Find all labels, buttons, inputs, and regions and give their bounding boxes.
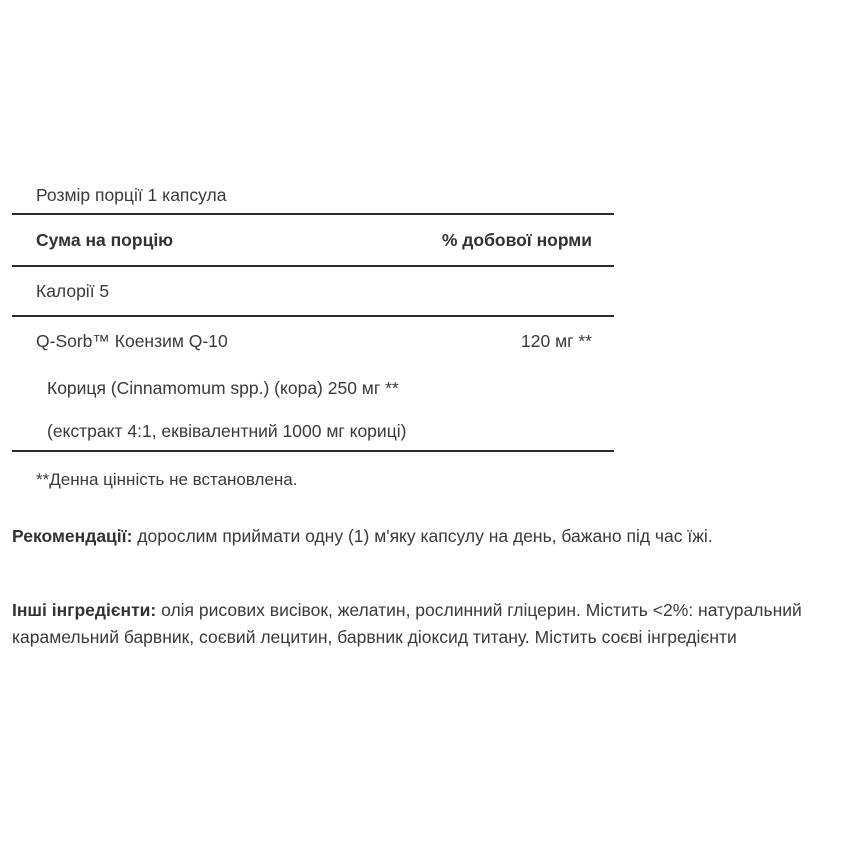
- calories: Калорії 5: [36, 280, 110, 301]
- ingredient-note: (екстракт 4:1, еквівалентний 1000 мг кориці): [47, 421, 407, 441]
- amount-per-serving-header: Сума на порцію: [36, 229, 174, 250]
- serving-size: Розмір порції 1 капсула: [36, 185, 227, 205]
- recommendations-label: Рекомендації:: [12, 526, 133, 546]
- recommendations-paragraph: [12, 523, 842, 550]
- other-ingredients-text: олія рисових висівок, желатин, рослинний гліцерин. Містить <2%: натуральний карамельний барвник, соєвий лецитин, барвник діоксид титану. Містить соєві інгредієнти: [12, 600, 802, 647]
- ingredient-name: Кориця (Cinnamomum spp.) (кора) 250 мг **: [47, 378, 399, 398]
- ingredient-row: [12, 331, 614, 378]
- ingredient-name: Q-Sorb™ Коензим Q-10: [36, 331, 228, 351]
- daily-value-header: % добової норми: [441, 229, 592, 250]
- table-header-row: [12, 215, 614, 267]
- serving-size-row: [12, 180, 614, 215]
- ingredients-block: [12, 317, 614, 452]
- ingredient-row: [12, 421, 614, 464]
- supplement-facts-table: [12, 180, 614, 490]
- other-ingredients-paragraph: [12, 597, 842, 651]
- ingredient-amount: 120 мг **: [521, 331, 592, 351]
- footnote: **Денна цінність не встановлена.: [36, 470, 298, 489]
- recommendations-text: дорослим приймати одну (1) м'яку капсулу на день, бажано під час їжі.: [132, 526, 713, 546]
- ingredient-row: [12, 378, 614, 421]
- other-ingredients-label: Інші інгредієнти:: [12, 600, 157, 620]
- calories-row: [12, 267, 614, 317]
